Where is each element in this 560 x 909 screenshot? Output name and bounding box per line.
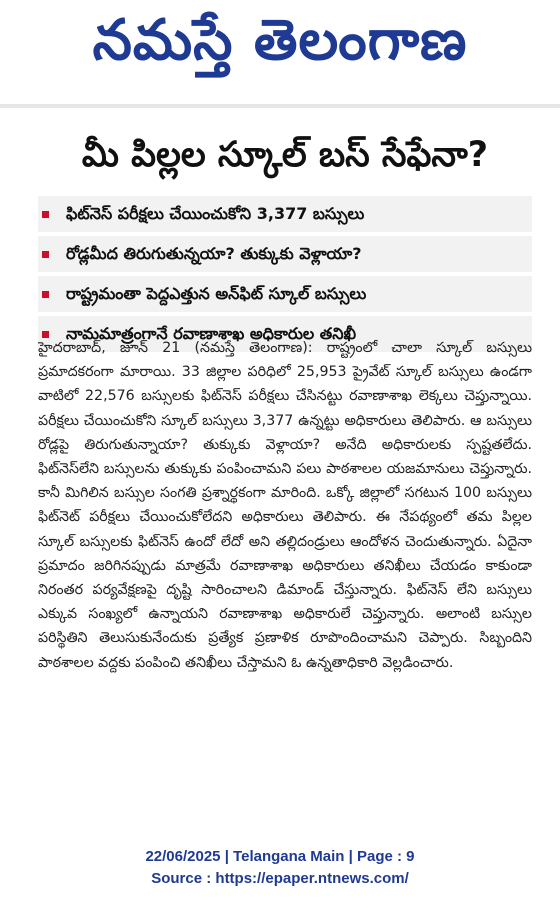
clipping-footer <box>0 846 560 890</box>
masthead <box>0 0 560 104</box>
square-bullet-icon <box>42 251 49 258</box>
source-text: Source : https://epaper.ntnews.com/ <box>151 870 409 887</box>
article-body: హైదరాబాద్, జూన్ 21 (నమస్తే తెలంగాణ): రాష్ట్రంలో చాలా స్కూల్ బస్సులు ప్రమాదకరంగా మారాయి. 33 జిల్లాల పరిధిలో 25,953 ప్రైవేట్ స్కూల్ బస్సులు ఉండగా వాటిలో 22,576 బస్సులకు ఫిట్‌నెస్ పరీక్షలు చేసినట్టు రవాణాశాఖ లెక్కలు చెప్తున్నాయి. పరీక్షలు చేయించుకోని స్కూల్ బస్సులు 3,377 ఉన్నట్టు అధికారులు తెలిపారు. ఆ బస్సులు రోడ్లపై తిరుగుతున్నాయా? తుక్కుకు వెళ్లాయా? అనేది అధికారులకు స్పష్టతలేదు. ఫిట్‌నెస్‌లేని బస్సులను తుక్కుకు పంపించామని పలు పాఠశాలల యజమానులు చెప్తున్నారు. కానీ మిగిలిన బస్సుల సంగతి ప్రశ్నార్థకంగా మారింది. ఒక్కో జిల్లాలో సగటున 100 బస్సులు ఫిట్‌నెట్ పరీక్షలు చేయించుకోలేదని అధికారులు తెలిపారు. ఈ నేపథ్యంలో తమ పిల్లల స్కూల్ బస్సులకు ఫిట్‌నెస్ ఉందో లేదో అని తల్లిదండ్రులు ఆందోళన చెందుతున్నారు. ఏదైనా ప్రమాదం జరిగినప్పుడు మాత్రమే రవాణాశాఖ అధికారులు తనిఖీలు చేయడం కాకుండా నిరంతర పర్యవేక్షణపై దృష్టి సారించాలని డిమాండ్ చేస్తున్నారు. ఫిట్‌నెస్ లేని బస్సులు ఎక్కువ సంఖ్యలో ఉన్నాయని రవాణాశాఖ అధికారులే చెప్తున్నారు. అలాంటి బస్సుల పరిస్థితిని తెలుసుకునేందుకు ప్రత్యేక ప్రణాళిక రూపొందించామని చెప్పారు. సిబ్బందిని పాఠశాలల వద్దకు పంపించి తనిఖీలు చేస్తామని ఓ ఉన్నతాధికారి వెల్లడించారు. <box>38 340 532 671</box>
article-headline: మీ పిల్లల స్కూల్ బస్ సేఫేనా? <box>81 135 489 175</box>
highlight-text: రాష్ట్రమంతా పెద్దఎత్తున అన్‌ఫిట్ స్కూల్ బస్సులు <box>66 284 367 303</box>
dateline-text: 22/06/2025 | Telangana Main | Page : 9 <box>145 848 415 865</box>
newspaper-logo: నమస్తే తెలంగాణ <box>92 7 468 73</box>
highlight-text: నామమాత్రంగానే రవాణాశాఖ అధికారుల తనిఖీ <box>66 324 357 343</box>
highlight-item <box>38 236 532 272</box>
article-clipping <box>38 118 532 826</box>
square-bullet-icon <box>42 291 49 298</box>
highlights-list <box>38 196 532 356</box>
highlight-text: ఫిట్‌నెస్ పరీక్షలు చేయించుకోని 3,377 బస్సులు <box>66 204 365 223</box>
highlight-text: రోడ్లమీద తిరుగుతున్నయా? తుక్కుకు వెళ్లాయా? <box>66 244 362 263</box>
highlight-item <box>38 276 532 312</box>
square-bullet-icon <box>42 211 49 218</box>
masthead-divider <box>0 104 560 108</box>
highlight-item <box>38 196 532 232</box>
